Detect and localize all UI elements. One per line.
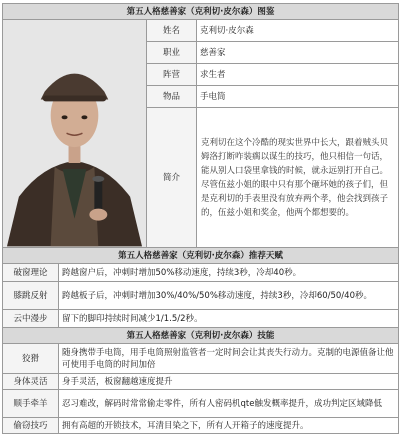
skill-name: 偷窃技巧 bbox=[3, 418, 59, 434]
field-label-faction: 阵营 bbox=[147, 64, 197, 86]
character-portrait-image bbox=[3, 20, 146, 246]
field-value-name: 克利切·皮尔森 bbox=[197, 20, 399, 42]
character-guide bbox=[2, 3, 398, 434]
skill-name: 顺手牵羊 bbox=[3, 390, 59, 418]
character-section-title: 第五人格慈善家（克利切·皮尔森）图鉴 bbox=[3, 4, 399, 20]
character-portrait bbox=[3, 20, 147, 248]
field-value-faction: 求生者 bbox=[197, 64, 399, 86]
skill-name: 身体灵活 bbox=[3, 374, 59, 390]
skill-desc: 随身携带手电筒，用手电筒照射监管者一定时间会让其丧失行动力。克制的电源值备让他可使用手电筒的时间加倍 bbox=[59, 344, 399, 374]
talent-name: 云中漫步 bbox=[3, 310, 59, 328]
skill-desc: 拥有高超的开锁技术，耳清目染之下，所有人开箱子的速度提升。 bbox=[59, 418, 399, 434]
bio-text: 克利切在这个冷酷的现实世界中长大，跟着贼头贝姆洛打断咋装瘸以谋生的技巧，他只相信一句话，能从别人口袋里拿钱的时候，就永远别打开自己。尽管伍兹小姐的眼中只有那个砸坏她的孩子们，但是克利切的手表里没有放弃两个孝，他会找到孩子的，伍兹小姐和奖金，他两个都想要的。 bbox=[197, 108, 399, 248]
field-label-name: 姓名 bbox=[147, 20, 197, 42]
skill-desc: 忍习难改，解码时常常偷走零件，所有人密码机qte触发概率提升，成功判定区域降低 bbox=[59, 390, 399, 418]
talent-name: 膝跳反射 bbox=[3, 282, 59, 310]
talent-name: 破窗理论 bbox=[3, 264, 59, 282]
skills-section-title: 第五人格慈善家（克利切·皮尔森）技能 bbox=[3, 328, 399, 344]
bio-label: 简介 bbox=[147, 108, 197, 248]
talent-desc: 跨越板子后，冲刺时增加30%/40%/50%移动速度，持续3秒，冷却60/50/40秒。 bbox=[59, 282, 399, 310]
field-value-occupation: 慈善家 bbox=[197, 42, 399, 64]
field-value-item: 手电筒 bbox=[197, 86, 399, 108]
field-label-item: 物品 bbox=[147, 86, 197, 108]
talent-desc: 留下的脚印持续时间减少1/1.5/2秒。 bbox=[59, 310, 399, 328]
talent-desc: 跨越窗户后，冲刺时增加50%移动速度，持续3秒，冷却40秒。 bbox=[59, 264, 399, 282]
skill-name: 狡猾 bbox=[3, 344, 59, 374]
skill-desc: 身手灵活，板窗翻越速度提升 bbox=[59, 374, 399, 390]
field-label-occupation: 职业 bbox=[147, 42, 197, 64]
guide-table bbox=[2, 3, 399, 434]
talents-section-title: 第五人格慈善家（克利切·皮尔森）推荐天赋 bbox=[3, 248, 399, 264]
